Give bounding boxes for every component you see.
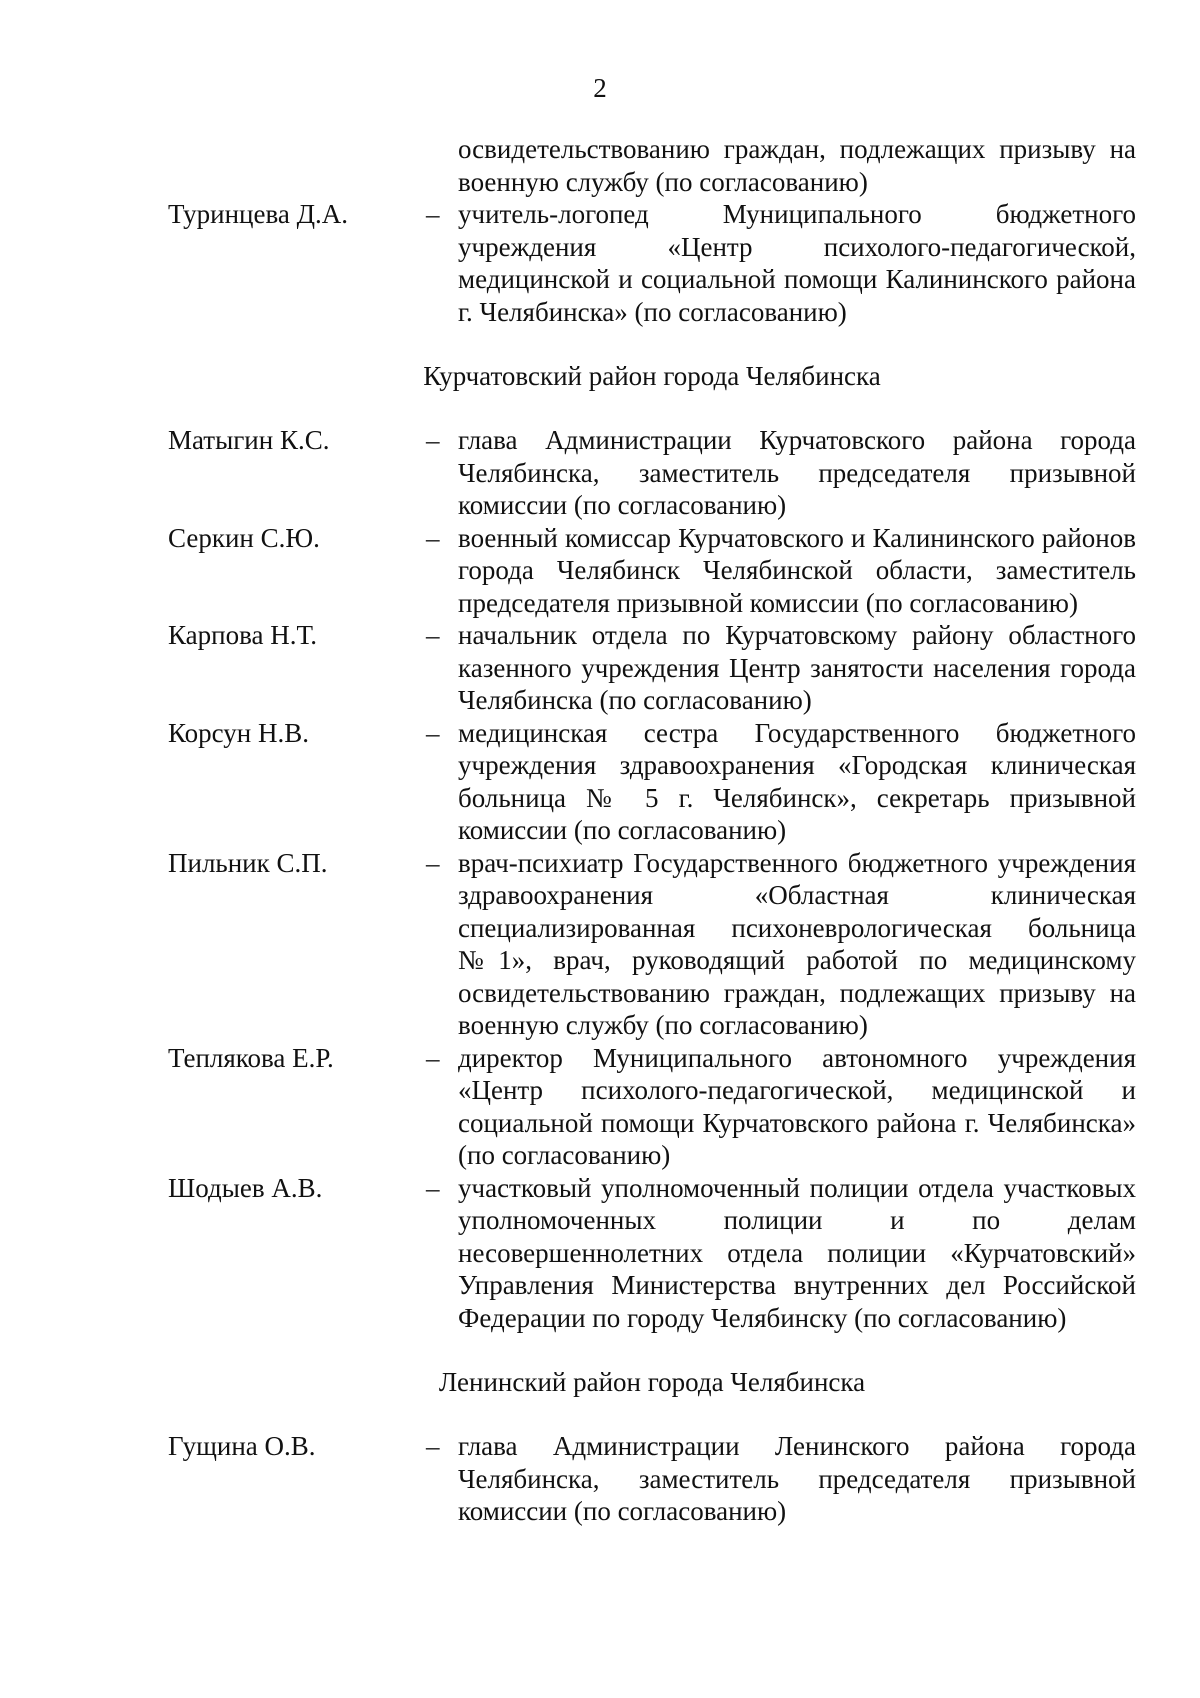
- entry-dash: –: [426, 847, 440, 878]
- entry-dash: –: [426, 1172, 440, 1203]
- entry-description: участковый уполномоченный полиции отдела участковых уполномоченных полиции и по делам несовершеннолетних отдела полиции «Курчатовский» Управления Министерства внутренних дел Российской Федерации по городу Челябинску (по согласованию): [458, 1172, 1136, 1333]
- entry-dash: –: [426, 620, 440, 650]
- list-entry: [168, 1430, 1136, 1528]
- entry-description: медицинская сестра Государственного бюджетного учреждения здравоохранения «Городская клиническая больница № 5 г. Челябинск», секретарь призывной комиссии (по согласованию): [458, 717, 1136, 845]
- entry-name: Корсун Н.В.: [168, 717, 309, 748]
- entry-name: Гущина О.В.: [168, 1431, 316, 1461]
- entry-dash: –: [426, 522, 440, 553]
- continuation-entry: [168, 133, 1136, 198]
- commission-list: [168, 133, 1136, 1528]
- entry-dash: –: [426, 199, 440, 229]
- list-entry: [168, 424, 1136, 522]
- entry-description: глава Администрации Курчатовского района города Челябинска, заместитель председателя призывной комиссии (по согласованию): [458, 425, 1136, 520]
- entry-description: учитель-логопед Муниципального бюджетного учреждения «Центр психолого-педагогической, медицинской и социальной помощи Калининского района г. Челябинска» (по согласованию): [458, 199, 1136, 327]
- entry-name: Матыгин К.С.: [168, 425, 330, 455]
- list-entry: [168, 198, 1136, 328]
- page-number: 2: [593, 73, 607, 103]
- entry-description: освидетельствованию граждан, подлежащих призыву на военную службу (по согласованию): [458, 134, 1136, 197]
- section-title: Ленинский район города Челябинска: [438, 1367, 866, 1397]
- list-entry: [168, 522, 1136, 620]
- entry-name: Теплякова Е.Р.: [168, 1042, 334, 1073]
- entry-dash: –: [426, 1042, 440, 1073]
- entry-dash: –: [426, 425, 440, 455]
- entry-name: Шодыев А.В.: [168, 1172, 323, 1203]
- entry-description: врач-психиатр Государственного бюджетного учреждения здравоохранения «Областная клиническая специализированная психоневрологическая больница №1», врач, руководящий работой по медицинскому освидетельствованию граждан, подлежащих призыву на военную службу (по согласованию): [458, 847, 1136, 1040]
- section-title: Курчатовский район города Челябинска: [423, 361, 881, 391]
- entry-dash: –: [426, 717, 440, 748]
- list-entry: [168, 717, 1136, 847]
- entry-description: военный комиссар Курчатовского и Калининского районов города Челябинск Челябинской области, заместитель председателя призывной комиссии (по согласованию): [458, 522, 1136, 618]
- entry-name: Серкин С.Ю.: [168, 522, 320, 553]
- entry-description: глава Администрации Ленинского района города Челябинска, заместитель председателя призывной комиссии (по согласованию): [458, 1431, 1136, 1526]
- entry-name: Карпова Н.Т.: [168, 620, 318, 650]
- list-entry: [168, 847, 1136, 1042]
- list-entry: [168, 619, 1136, 717]
- entry-name: Пильник С.П.: [168, 847, 328, 878]
- list-entry: [168, 1172, 1136, 1335]
- list-entry: [168, 1042, 1136, 1172]
- entry-description: директор Муниципального автономного учреждения «Центр психолого-педагогической, медицинской и социальной помощи Курчатовского района г. Челябинска» (по согласованию): [458, 1042, 1136, 1170]
- entry-name: Туринцева Д.А.: [168, 199, 349, 229]
- entry-dash: –: [426, 1431, 440, 1461]
- entry-description: начальник отдела по Курчатовскому району областного казенного учреждения Центр занятости населения города Челябинска (по согласованию): [458, 620, 1136, 715]
